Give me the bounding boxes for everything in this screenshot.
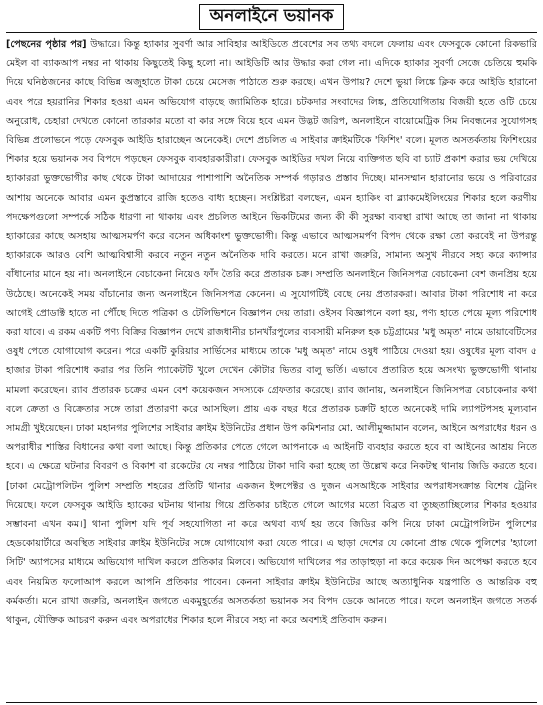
bottom-rule bbox=[6, 702, 537, 703]
headline-row bbox=[6, 4, 537, 30]
continued-from-label: [পেছনের পৃষ্ঠার পর] bbox=[6, 39, 87, 50]
article-body bbox=[6, 35, 537, 630]
top-rule bbox=[6, 32, 537, 33]
article-text: উদ্ধারে। কিন্তু হ্যাকার সুবর্ণা আর সাবিহার আইডিতে প্রবেশের সব তথ্য বদলে ফেলায় এবং ফেসবুকে কোনো রিকভারি মেইল বা ব্যাকআপ নম্বর না থাকায় কিছুতেই কিছু হলো না। আইডিটি আর উদ্ধার করা গেল না। এদিকে হ্যাকার সুবর্ণা সেজে চেতিয়ে হুমকি দিয়ে ঘনিষ্ঠজনের কাছে বিভিন্ন অজুহাতে টাকা চেয়ে মেসেজ পাঠাতে শুরু করছে। এখন উপায়? দেশে ভুয়া লিঙ্কে ক্লিক করে আইডি হারানো এবং পরে হয়রানির শিকার হওয়া এমন অভিযোগ বাড়ছে জ্যামিতিক হারে। চটকদার সংবাদের লিঙ্ক, প্রতিযোগিতায় বিজয়ী হতে ওটি চেয়ে অনুরোধ, চেহারা দেখতে কোনো তারকার মতো বা কার সঙ্গে বিয়ে হবে এমন উদ্ভট জরিপ, অনলাইনে বায়োমেট্রিক সিম নিবন্ধনের সুযোগসহ বিভিন্ন প্রলোভনে পড়ে ফেসবুক আইডি হারাচ্ছেন অনেকেই। দেশে প্রচলিত এ সাইবার ক্রাইমটিকে 'ফিশিং' বলে। মূলত অসতর্কতায় ফিশিংয়ের শিকার হয়ে ভয়ানক সব বিপদে পড়ছেন ফেসবুক ব্যবহারকারীরা। ফেসবুক আইডির দখল নিয়ে ব্যক্তিগত ছবি বা চ্যাট প্রকাশ করার ভয় দেখিয়ে হ্যাকাররা ভুক্তভোগীর কাছ থেকে টাকা আদায়ের পাশাপাশি অনৈতিক সম্পর্ক গড়ারও প্রস্তাব দিচ্ছে। মানসম্মান হারানোর ভয়ে ও পরিবারের আশায় অনেকে আবার এমন কুপ্রস্তাবে রাজি হতেও বাধ্য হচ্ছেন। সংশ্লিষ্টরা বলছেন, এমন হ্যাকিং বা ব্ল্যাকমেইলিংয়ের শিকার হলে করণীয় পদক্ষেপগুলো সম্পর্কে সঠিক ধারণা না থাকায় এবং প্রচলিত আইনে ভিকটিমের জন্য কী কী সুরক্ষা ব্যবস্থা রাখা আছে তা জানা না থাকায় হ্যাকারের কাছে অসহায় আত্মসমর্পণ করে বসেন অধিকাংশ ভুক্তভোগী। কিন্তু এভাবে আত্মসমর্পণ বিপদ থেকে রক্ষা তো করবেই না উপরন্তু হ্যাকারকে আরও বেশি আত্মবিশ্বাসী করবে নতুন নতুন অনৈতিক দাবি করতে। মনে রাখা জরুরি, সামান্য অসুখ নীরবে সহ্য করে ক্যান্সার বাঁধানোর মানে হয় না। অনলাইনে বেচাকেনা নিয়েও ফাঁদ তৈরি করে প্রতারক চক্র। সম্প্রতি অনলাইনে জিনিসপত্র বেচাকেনা বেশ জনপ্রিয় হয়ে উঠেছে। অনেকেই সময় বাঁচানোর জন্য অনলাইনে জিনিসপত্র কেনেন। এ সুযোগটিই বেছে নেয় প্রতারকরা। আবার টাকা পরিশোধ না করে আগেই প্রোডাক্ট হাতে না পৌঁছে দিতে পত্রিকা ও টেলিভিশনে বিজ্ঞাপন দেয় তারা। ওইসব বিজ্ঞাপনে বলা হয়, পণ্য হাতে পেয়ে মূল্য পরিশোধ করা যাবে। এ রকম একটি পণ্য বিক্রির বিজ্ঞাপন দেখে রাজধানীর চানখাঁরপুলের ব্যবসায়ী মনিরুল হক চট্টগ্রামের 'মধু অমৃত' নামে ডায়াবেটিসের ওষুধ পেতে যোগাযোগ করেন। পরে একটি কুরিয়ার সার্ভিসের মাধ্যমে তাকে 'মধু অমৃত' নামে ওষুধ পাঠিয়ে দেওয়া হয়। ওষুধের মূল্য বাবদ ৫ হাজার টাকা পরিশোধ করার পর তিনি প্যাকেটটি খুলে দেখেন কৌটার ভিতর বালু ভর্তি। এভাবে প্রতারিত হয়ে অসংখ্য ভুক্তভোগী থানায় মামলা করেছেন। র‌্যাব প্রতারক চক্রের এমন বেশ কয়েকজন সদস্যকে গ্রেফতার করেছে। র‌্যাব জানায়, অনলাইনে জিনিসপত্র বেচাকেনার কথা বলে ক্রেতা ও বিক্রেতার সঙ্গে তারা প্রতারণা করে আসছিল। প্রায় এক বছর ধরে প্রতারক চক্রটি হাতে অনেকেই দামি ল্যাপটপসহ মূল্যবান সামগ্রী খুইয়েছেন। ঢাকা মহানগর পুলিশের সাইবার ক্রাইম ইউনিটের প্রধান উপ কমিশনার মো. আলীমুজ্জামান বলেন, আইনে অপরাধের ধরন ও অপরাধীর শাস্তির বিধানের কথা বলা আছে। কিন্তু প্রতিকার পেতে গেলে আপনাকে এ আইনটি ব্যবহার করতে হবে বা আইনের আশ্রয় নিতে হবে। এ ক্ষেত্রে ঘটনার বিবরণ ও বিকাশ বা রকেটের যে নম্বর পাঠিয়ে টাকা দাবি করা হচ্ছে তা উল্লেখ করে নিকটস্থ থানায় জিডি করতে হবে। [ঢাকা মেট্রোপলিটন পুলিশ সম্প্রতি শহরের প্রতিটি থানার একজন ইন্সপেক্টর ও দুজন এসআইকে সাইবার অপরাধসংক্রান্ত বিশেষ ট্রেনিং দিয়েছে। ফলে ফেসবুক আইডি হ্যাকের ঘটনায় থানায় গিয়ে প্রতিকার চাইতে গেলে আগের মতো বিব্রত বা তুচ্ছতাচ্ছিল্যের শিকার হওয়ার সম্ভাবনা এখন কম।] থানা পুলিশ যদি পূর্ব সহযোগিতা না করে অথবা ব্যর্থ হয় তবে জিডির কপি নিয়ে ঢাকা মেট্রোপলিটন পুলিশের হেডকোয়ার্টারে অবস্থিত সাইবার ক্রাইম ইউনিটের সঙ্গে যোগাযোগ করা যেতে পারে। এ ছাড়া দেশের যে কোনো প্রান্ত থেকে পুলিশের 'হ্যালো সিটি' অ্যাপসের মাধ্যমে অভিযোগ দাখিল করলে প্রতিকার মিলবে। অভিযোগ দাখিলের পর তাড়াহুড়া না করে কয়েক দিন অপেক্ষা করতে হবে এবং নিয়মিত ফলোআপ করলে আপনি প্রতিকার পাবেন। কেননা সাইবার ক্রাইম ইউনিটের আছে অত্যাধুনিক যন্ত্রপাতি ও আন্তরিক বহু কর্মকর্তা। মনে রাখা জরুরি, অনলাইন জগতে একমুহূর্তের অসতর্কতা ভয়ানক সব বিপদ ডেকে আনতে পারে। ফলে অনলাইন জগতে সতর্ক থাকুন, যৌক্তিক আচরণ করুন এবং অপরাধের শিকার হলে নীরবে সহ্য না করে অবশ্যই প্রতিবাদ করুন। bbox=[6, 39, 537, 627]
headline: অনলাইনে ভয়ানক bbox=[199, 4, 345, 30]
